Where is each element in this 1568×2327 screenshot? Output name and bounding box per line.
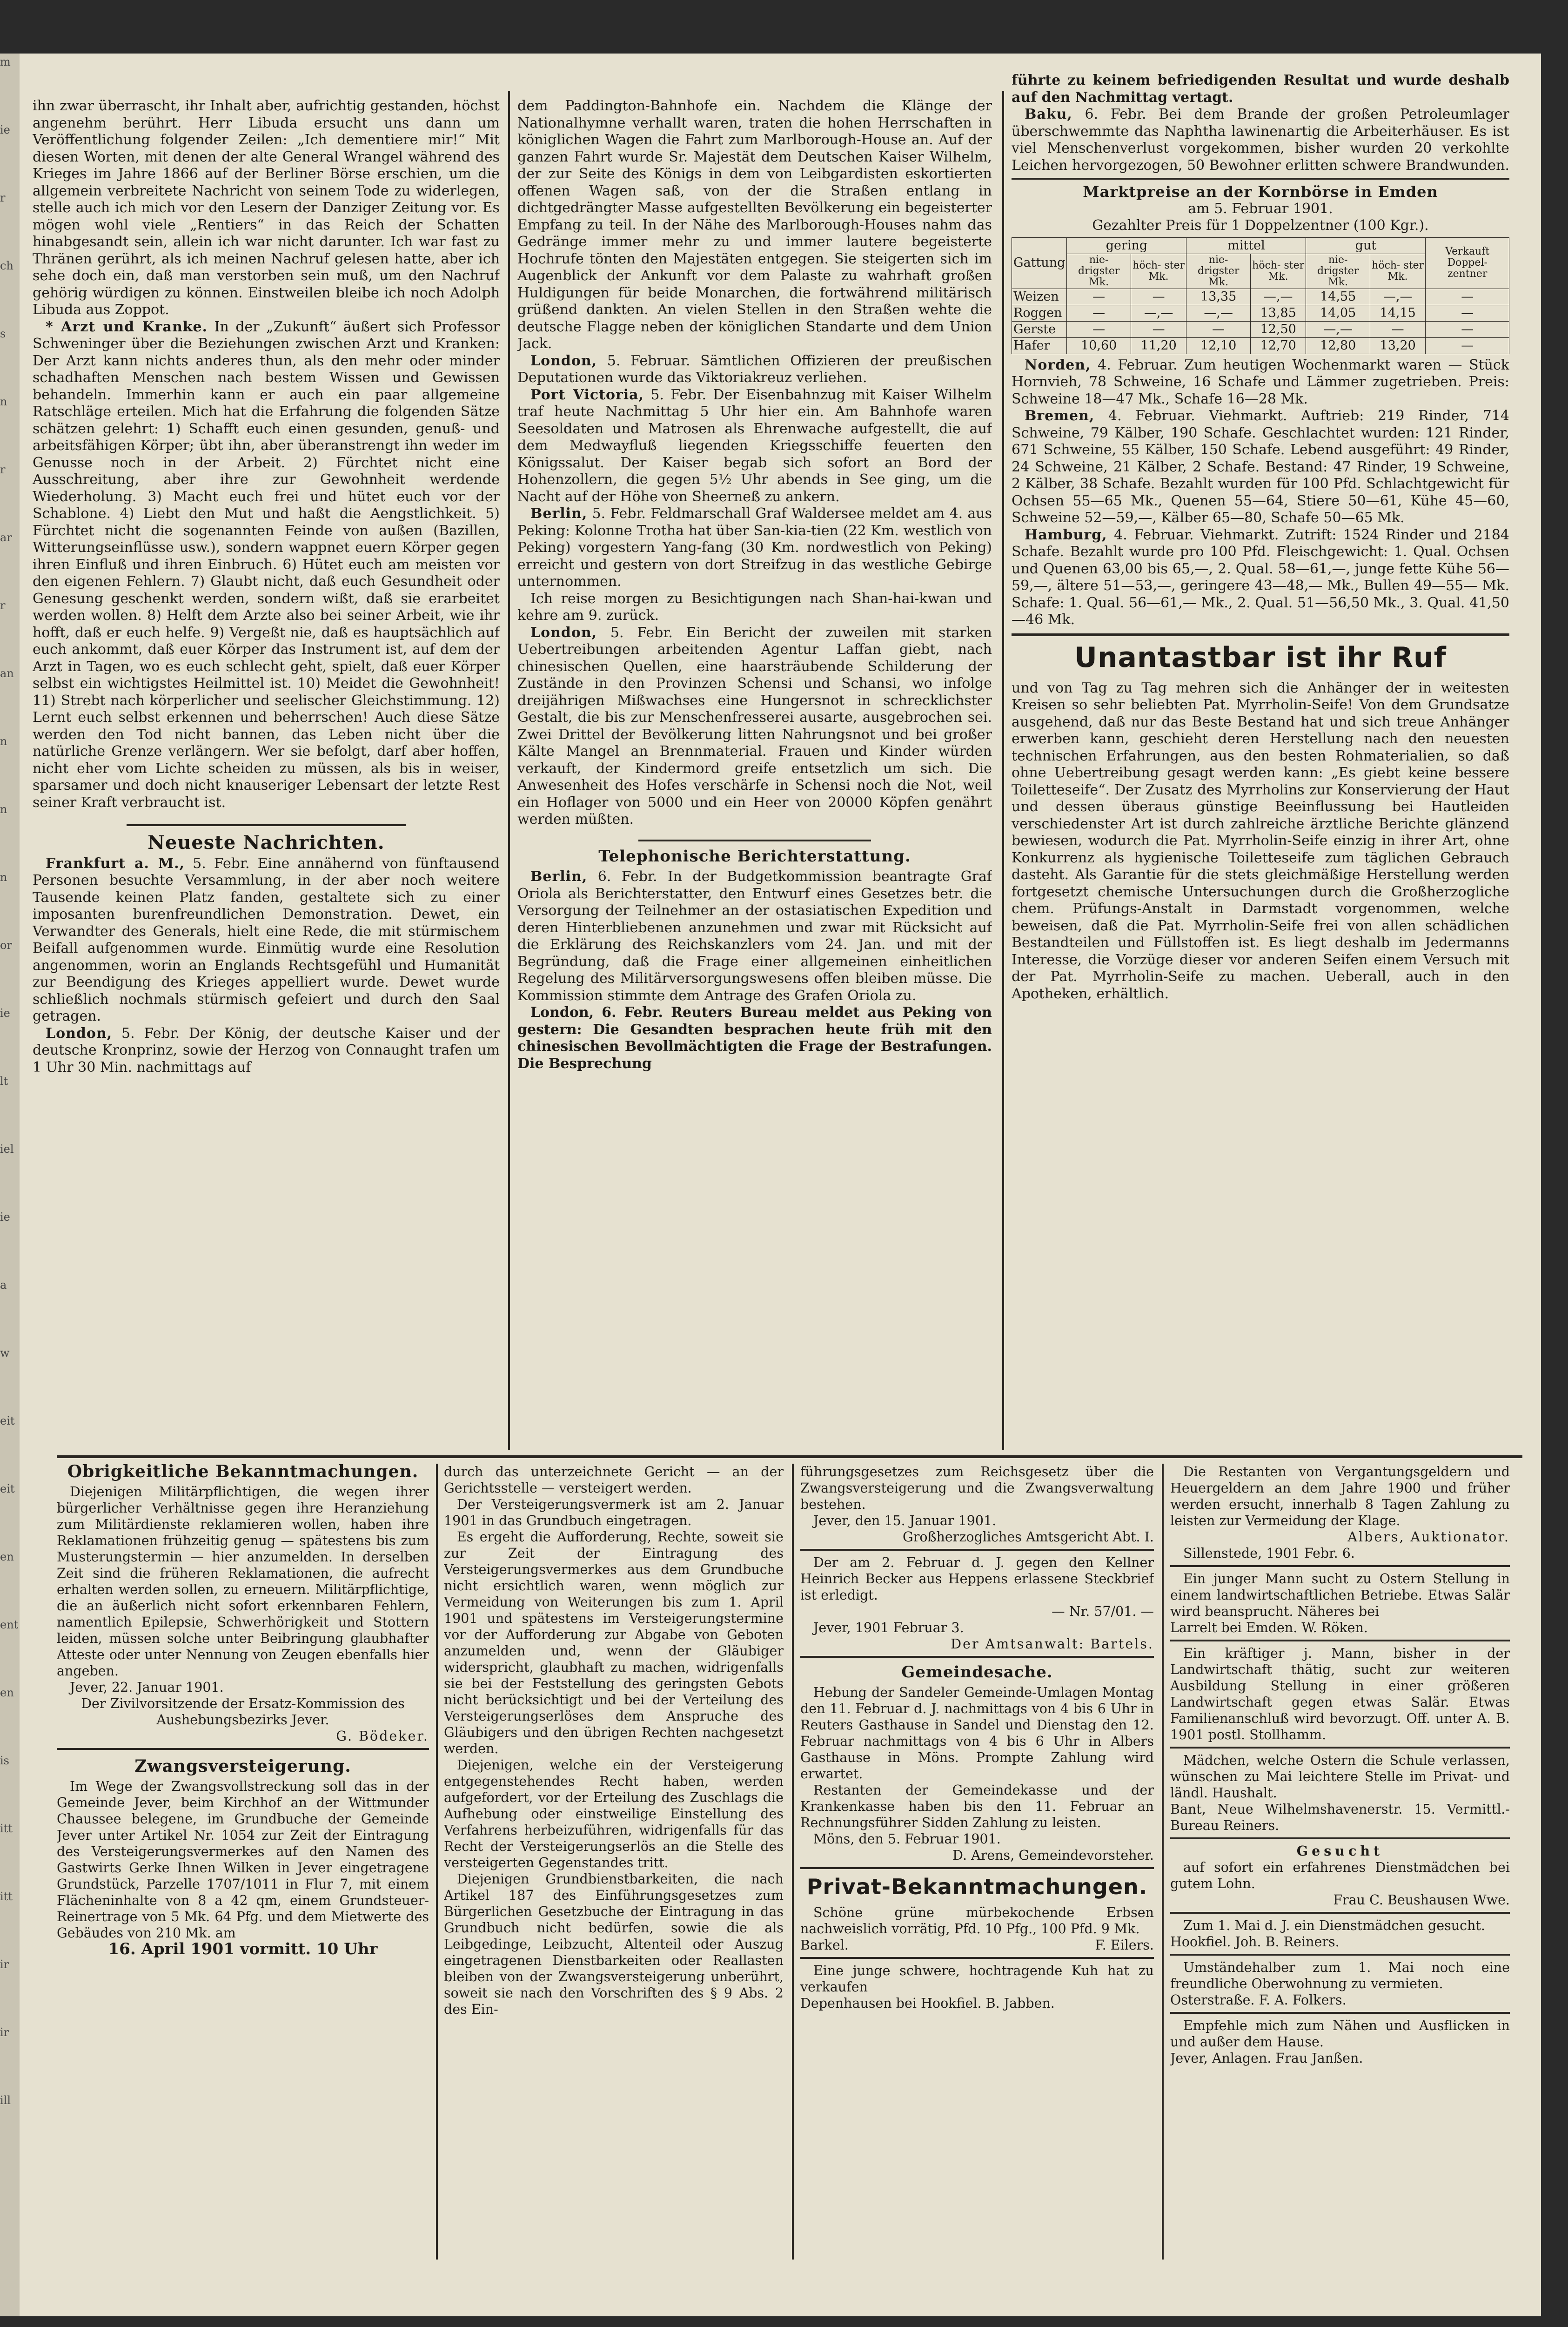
lower-rule-3 [1162,1464,1164,2260]
gutter-fragment: ie [0,1211,10,1224]
lower4-divider-3 [1170,1747,1510,1749]
myrrholin-ad-text: und von Tag zu Tag mehren sich die Anhänger der in weitesten Kreisen so sehr beliebten Pat. Myrrholin-Seife! Von dem Grundsatze ausgehend, daß nur das Beste Bestand hat und sich treue Anhänger erwerben kann, geschieht deren Herstellung nach den neuesten technischen Erfahrungen, aus den besten Rohmaterialien, so daß ohne Uebertreibung gesagt werden kann: „Es giebt keine bessere Toiletteseife“. Der Zusatz des Myrrholins zur Konservierung der Haut und dessen überaus günstige Beeinflussung bei Hautleiden verschiedenster Art ist durch zahlreiche ärztliche Berichte glänzend bewiesen, wodurch die Pat. Myrrholin-Seife einzig in ihrer Art, ohne Konkurrenz als hygienische Toiletteseife zum täglichen Gebrauch dasteht. Als Garantie für die stets gleichmäßige Herstellung werden fortgesetzt chemische Untersuchungen durch die Großherzogliche chem. Prüfungs-Anstalt in Darmstadt vorgenommen, welche beweisen, daß die Pat. Myrrholin-Seife frei von allen schädlichen Bestandteilen und Füllstoffen ist. Es liegt deshalb im Jedermanns Interesse, die Vorzüge dieser vor anderen Seifen einem Versuch mit der Pat. Myrrholin-Seife zu machen. Ueberall, auch in den Apotheken, erhältlich. [1012,679,1509,1002]
column-rule-2 [1002,91,1004,1450]
kraeftiger-mann-ad: Ein kräftiger j. Mann, bisher in der Landwirtschaft thätig, sucht zur weiteren Ausbildung Stellung in einer größeren Landwirtschaft gegen etwas Salär. Etwas Familienanschluß wird bevorzugt. Off. unter A. B. 1901 postl. Stollhamm. [1170,1646,1510,1742]
arzt-article [33,319,500,812]
grunddienstbarkeiten: Diejenigen Grundbienstbarkeiten, die nach Artikel 187 des Einführungsgesetzes zum Bürgerlichen Gesetzbuche der Eintragung in das Grundbuch nicht bedürfen, sowie die als Leibgedinge, Leibzucht, Altenteil oder Auszug eingetragenen Dienstbarkeiten oder Reallasten bleiben von der Zwangsversteigerung unberührt, soweit sie nach den Vorschriften des § 9 Abs. 2 des Ein- [444,1871,784,2017]
gutter-fragment: an [0,667,14,680]
column-2-divider [638,840,871,841]
price-cell: — [1186,321,1250,337]
price-cell: 12,80 [1306,337,1370,354]
gutter-fragment: r [0,191,6,204]
gutter-fragment: s [0,327,6,340]
price-cell: — [1426,321,1509,337]
norden-item: Norden, 4. Februar. Zum heutigen Wochenmarkt waren — Stück Hornvieh, 78 Schweine, 16 Schafe und Lämmer zugetrieben. Preis: Schweine 18—47 Mk., Schafe 16—28 Mk. [1012,356,1509,407]
price-cell: — [1131,289,1186,305]
zwangsversteigerung-heading: Zwangsversteigerung. [134,1756,351,1776]
market-heading: Marktpreise an der Kornbörse in Emden [1083,183,1438,201]
gutter-fragment: eit [0,1414,15,1427]
military-notice-date: Jever, 22. Januar 1901. [70,1680,224,1695]
ad-divider [1012,633,1509,636]
telephonische-heading: Telephonische Berichterstattung. [598,847,911,866]
dienstmaedchen-sig: Hookfiel. Joh. B. Reiners. [1170,1934,1340,1950]
gesucht-ad: auf sofort ein erfahrenes Dienstmädchen bei gutem Lohn. [1170,1860,1510,1891]
column-2 [517,98,992,1450]
gutter-fragment: en [0,1550,14,1563]
amtsgericht-date: Jever, den 15. Januar 1901. [813,1513,997,1528]
th-niedrigster: nie- drigster Mk. [1186,254,1250,289]
price-cell: 13,20 [1370,337,1426,354]
price-row [1012,305,1509,321]
privat-bekanntmachungen-heading: Privat-Bekanntmachungen. [806,1874,1148,1899]
gutter-fragment: or [0,939,12,952]
versteigerung-cont: durch das unterzeichnete Gericht — an der Gerichtsstelle — versteigert werden. [444,1464,784,1496]
gutter-fragment: r [0,463,6,476]
lower3-divider-4 [800,1957,1154,1959]
gutter-fragment: r [0,599,6,612]
price-cell: —,— [1186,305,1250,321]
price-cell: 14,05 [1306,305,1370,321]
price-cell: — [1067,289,1131,305]
neueste-nachrichten-heading: Neueste Nachrichten. [147,832,385,854]
aufforderung-rechte: Es ergeht die Aufforderung, Rechte, soweit sie zur Zeit der Eintragung des Versteigerungsvermerkes aus dem Grundbuche nicht ersichtlich waren, wenn möglich zur Vermeidung von Weiterungen bis zum 1. April 1901 und spätestens im Versteigerungstermine vor der Aufforderung zur Abgabe von Geboten anzumelden und, wenn der Gläubiger widerspricht, glaubhaft zu machen, widrigenfalls sie bei der Feststellung des geringsten Gebots nicht berücksichtigt und bei der Verteilung des Versteigerungserlöses dem Anspruche des Gläubigers und den übrigen Rechten nachgesetzt werden. [444,1529,784,1756]
price-cell: 13,85 [1250,305,1306,321]
price-cell: — [1426,305,1509,321]
frankfurt-item: Frankfurt a. M., 5. Febr. Eine annähernd von fünftausend Personen besuchte Versammlung, in der aber noch weitere Tausende keinen Platz fanden, gestaltete sich zu einer imposanten burenfreundlichen Demonstration. Dewet, ein Verwandter des Generals, hielt eine Rede, die mit stürmischem Beifall aufgenommen wurde. Einmütig wurde eine Resolution angenommen, worin an Englands Rechtsgefühl und Humanität zur Beendigung des Krieges appelliert wurde. Dewet wurde schließlich nochmals stürmisch gefeiert und durch den Saal getragen. [33,855,500,1024]
th-gattung: Gattung [1012,237,1067,289]
goods-name: Gerste [1012,321,1067,337]
myrrholin-ad-heading: Unantastbar ist ihr Ruf [1074,641,1447,674]
th-verkauft: Verkauft Doppel- zentner [1426,237,1509,289]
port-victoria-item: Port Victoria, 5. Febr. Der Eisenbahnzug mit Kaiser Wilhelm traf heute Nachmittag 5 Uhr hier ein. Am Bahnhofe waren Seesoldaten und Matrosen als Ehrenwache aufgestellt, die auf dem Medwayfluß liegenden Kriegsschiffe feuerten den Königssalut. Der Kaiser begab sich sofort an Bord der Hohenzollern, die gegen 5½ Uhr abends in See ging, um die Nacht auf der Höhe von Sheerneß zu ankern. [517,386,992,505]
maedchen-ad: Mädchen, welche Ostern die Schule verlassen, wünschen zu Mai leichtere Stelle im Privat- und ländl. Haushalt. [1170,1753,1510,1801]
price-row [1012,289,1509,305]
gutter-fragment: n [0,735,7,748]
market-date: am 5. Februar 1901. [1188,200,1333,217]
lower-column-2 [444,1464,784,2260]
paddington-article: dem Paddington-Bahnhofe ein. Nachdem die Klänge der Nationalhymne verhallt waren, traten die hohen Herrschaften in königlichen Wagen die Fahrt zum Marlborough-House an. Auf der ganzen Fahrt wurde Sr. Majestät dem Deutschen Kaiser Wilhelm, der zur Seite des Königs in dem von Leibgardisten eskortierten offenen Wagen saß, von der die Straßen entlang in dichtgedrängter Masse aufgestellten Bevölkerung ein begeisterter Empfang zu teil. In der Nähe des Marlborough-Houses nahm das Gedränge immer mehr zu und immer lautere begeisterte Hochrufe tönten den Majestäten entgegen. Sie steigerten sich im Augenblick der Ankunft vor dem Palaste zu wahrhaft großen Huldigungen für beide Monarchen, die fortwährend militärisch grüßend dankten. An vielen Stellen in den Straßen wehte die deutsche Flagge neben der königlichen Standarte und dem Union Jack. [517,98,992,352]
arzt-text: In der „Zukunft“ äußert sich Professor Schweninger über die Beziehungen zwischen Arzt und Kranken: Der Arzt kann nichts anderes thun, als den mehr oder minder schadhaften Menschen nach bestem Wissen und Gewissen behandeln. Immerhin kann er auch ein paar allgemeine Ratschläge erteilen. Mich hat die Erfahrung die folgenden Sätze schätzen gelehrt: 1) Schafft euch einen gesunden, genuß- und arbeitsfähigen Körper; übt ihn, aber überanstrengt ihn weder im Genusse noch in der Arbeit. 2) Fürchtet nicht eine Ausschreitung, aber ihre zur Gewohnheit werdende Wiederholung. 3) Macht euch frei und hütet euch vor der Schablone. 4) Liebt den Mut und haßt die Aengstlichkeit. 5) Fürchtet nicht die sogenannten Feinde von außen (Bazillen, Witterungseinflüsse usw.), sondern wappnet euern Körper gegen ihren Einfluß und ihren Einbruch. 6) Hütet euch am meisten vor den eigenen Fehlern. 7) Glaubt nicht, daß euch Gesundheit oder Genesung geschenkt werden, sondern wißt, daß sie erarbeitet werden wollen. 8) Helft dem Arzte also bei seiner Arbeit, wie ihr hofft, daß er euch helfe. 9) Vergeßt nie, daß es hauptsächlich auf euch ankommt, daß euer Körper das Instrument ist, auf dem der Arzt in Tagen, wo es euch schlecht geht, spielt, daß euer Körper selbst ein wichtigstes Heilmittel ist. 10) Meidet die Gewohnheit! 11) Strebt nach körperlicher und seelischer Gleichstimmung. 12) Lernt euch selbst erkennen und beherrschen! Auch diese Sätze werden den Tod nicht bannen, das Leben nicht über die natürliche Grenze verlängern. Wer sie befolgt, darf aber hoffen, nicht eher vom Lichte scheiden zu müssen, als bis in weiser, sparsamer und doch nicht knauseriger Lebensart der letzte Rest seiner Kraft verbraucht ist. [33,318,500,811]
gesucht-heading: Gesucht [1296,1843,1384,1859]
lower3-divider-3 [800,1867,1154,1869]
lower-column-3 [800,1464,1154,2260]
resultat-continuation: führte zu keinem befriedigenden Resultat und wurde deshalb auf den Nachmittag vertagt. [1012,72,1509,106]
lower-column-1 [57,1464,429,2260]
steckbrief-sig: Der Amtsanwalt: Bartels. [951,1636,1154,1652]
amtsgericht-sig: Großherzogliches Amtsgericht Abt. I. [902,1529,1154,1545]
military-notice: Diejenigen Militärpflichtigen, die wegen ihrer bürgerlicher Verhältnisse gegen ihre Heranziehung zum Militärdienste reklamieren wollen, haben ihre Reklamationen frühzeitig genug — spätestens bis zum Musterungstermin — hier anzumelden. In derselben Zeit sind die früheren Reklamationen, die aufrecht erhalten werden sollen, zu erneuern. Militärpflichtige, die an äußerlich nicht sofort erkennbaren Fehlern, namentlich Epilepsie, Schwerhörigkeit und Stottern leiden, müssen solche unter Beibringung glaubhafter Atteste oder unter Nennung von Zeugen ebenfalls hier angeben. [57,1484,429,1679]
restanten-ad: Die Restanten von Vergantungsgeldern und Heuergeldern an dem Jahre 1900 und früher werden ersucht, innerhalb 8 Tagen Zahlung zu leisten zur Vermeidung der Klage. [1170,1464,1510,1528]
gesucht-sig: Frau C. Beushausen Wwe. [1333,1892,1510,1908]
london-item: London, 5. Febr. Der König, der deutsche Kaiser und der deutsche Kronprinz, sowie der Herzog von Connaught trafen um 1 Uhr 30 Min. nachmittags auf [33,1025,500,1076]
zwangsversteigerung-text: Im Wege der Zwangsvollstreckung soll das in der Gemeinde Jever, beim Kirchhof an der Wittmunder Chaussee belegene, im Grundbuche der Gemeinde Jever unter Artikel Nr. 1054 zur Zeit der Eintragung des Versteigerungsvermerkes auf den Namen des Gastwirts Gerke Ihnen Wilken in Jever eingetragene Grundstück, Parzelle 1707/1011 in Flur 7, mit einem Flächeninhalte von 8 a 42 qm, einem Grundsteuer-Reinertrage von 5 Mk. 64 Pfg. und dem Mietwerte des Gebäudes von 210 Mk. am [57,1779,429,1941]
goods-name: Hafer [1012,337,1067,354]
th-hoechster: höch- ster Mk. [1250,254,1306,289]
th-niedrigster: nie- drigster Mk. [1067,254,1131,289]
hamburg-item: Hamburg, 4. Februar. Viehmarkt. Zutrift: 1524 Rinder und 2184 Schafe. Bezahlt wurde pro 100 Pfd. Fleischgewicht: 1. Qual. Ochsen und Quenen 63,00 bis 65,—, 2. Qual. 58—61,—, junge fette Kühe 56—59,—, ältere 51—53,—, geringere 43—48,— Mk., Bullen 49—55— Mk. Schafe: 1. Qual. 56—61,— Mk., 2. Qual. 51—56,50 Mk., 3. Qual. 41,50—46 Mk. [1012,526,1509,628]
th-hoechster: höch- ster Mk. [1131,254,1186,289]
gutter-fragment: itt [0,1890,13,1903]
dienstmaedchen-ad: Zum 1. Mai d. J. ein Dienstmädchen gesucht. [1183,1918,1485,1933]
versteigerungsvermerk: Der Versteigerungsvermerk ist am 2. Januar 1901 in das Grundbuch eingetragen. [444,1497,784,1528]
steckbrief-date: Jever, 1901 Februar 3. [813,1620,964,1635]
price-cell: 12,10 [1186,337,1250,354]
berlin-budget-item: Berlin, 6. Febr. In der Budgetkommission beantragte Graf Oriola als Berichterstatter, den Entwurf eines Gesetzes betr. die Versorgung der Teilnehmer an der ostasiatischen Expedition und deren Hinterbliebenen anzunehmen und zwar mit Rücksicht auf die Erklärung des Reichskanzlers vom 24. Jan. und mit der Begründung, daß die Frage einer allgemeinen einheitlichen Regelung des Militärversorgungswesens offen bleiben müsse. Die Kommission stimmte dem Antrage des Grafen Oriola zu. [517,868,992,1004]
th-mittel: mittel [1186,237,1306,254]
gutter-fragment: en [0,1686,14,1699]
price-cell: — [1426,337,1509,354]
price-cell: 10,60 [1067,337,1131,354]
price-cell: — [1067,321,1131,337]
oberwohnung-ad: Umständehalber zum 1. Mai noch eine freundliche Oberwohnung zu vermieten. [1170,1960,1510,1991]
gutter-fragment: ent [0,1618,19,1631]
goods-name: Weizen [1012,289,1067,305]
price-cell: 14,15 [1370,305,1426,321]
gutter-fragment: n [0,871,7,884]
london-reuters-item: London, 6. Febr. Reuters Bureau meldet aus Peking von gestern: Die Gesandten besprachen heute früh mit den chinesischen Bevollmächtigten die Frage der Bestrafungen. Die Besprechung [517,1004,992,1072]
th-gut: gut [1306,237,1426,254]
gutter-fragment: ill [0,2094,11,2107]
price-cell: — [1426,289,1509,305]
gutter-fragment: ar [0,531,12,544]
page-horizontal-rule [57,1455,1522,1458]
libuda-article: ihn zwar überrascht, ihr Inhalt aber, aufrichtig gestanden, höchst angenehm berührt. Herr Libuda ersucht uns dann um Veröffentlichung folgender Zeilen: „Ich dementiere mir!“ Mit diesen Worten, mit denen der alte General Wrangel während des Krieges im Jahre 1866 auf der Berliner Börse erschien, um die allgemein verbreitete Nachricht von seinem Tode zu widerlegen, stelle auch ich mich vor den Lesern der Danziger Zeitung vor. Es mögen wohl viele „Rentiers“ in das Reich der Schatten hinabgesandt sein, allein ich war nicht darunter. Ich war fast zu Thränen gerührt, als ich meinen Nachruf gelesen hatte, aber ich sehe doch ein, daß man verstorben sein muß, um den Nachruf gehörig würdigen zu können. Einstweilen bleibe ich noch Adolph Libuda aus Zoppot. [33,98,500,318]
lower4-divider-7 [1170,2012,1510,2014]
goods-name: Roggen [1012,305,1067,321]
gutter-fragment: w [0,1346,10,1359]
column-rule-1 [508,91,510,1450]
price-row [1012,337,1509,354]
price-cell: —,— [1306,321,1370,337]
market-subtitle: Gezahlter Preis für 1 Doppelzentner (100 Kgr.). [1092,217,1429,234]
naehen-sig: Jever, Anlagen. Frau Janßen. [1170,2051,1363,2066]
price-cell: —,— [1370,289,1426,305]
gemeinde-sig: D. Arens, Gemeindevorsteher. [952,1848,1154,1863]
price-cell: 12,50 [1250,321,1306,337]
naehen-ad: Empfehle mich zum Nähen und Ausflicken in und außer dem Hause. [1170,2018,1510,2050]
lower3-divider-2 [800,1656,1154,1658]
lower4-divider-2 [1170,1640,1510,1641]
steckbrief-notice: Der am 2. Februar d. J. gegen den Kellner Heinrich Becker aus Heppens erlassene Steckbrief ist erledigt. [800,1555,1154,1603]
market-price-table [1012,237,1509,354]
junger-mann-ad: Ein junger Mann sucht zu Ostern Stellung in einem landwirtschaftlichen Betriebe. Etwas Salär wird beansprucht. Näheres bei [1170,1571,1510,1619]
gutter-fragment: a [0,1278,7,1291]
gutter-fragment: lt [0,1075,8,1088]
lower3-divider-1 [800,1549,1154,1551]
erbsen-ad-sig: Barkel. F. Eilers. [800,1937,1154,1953]
berlin-waldersee-item: Berlin, 5. Febr. Feldmarschall Graf Waldersee meldet am 4. aus Peking: Kolonne Trotha hat über San-kia-tien (22 Km. westlich von Peking) vorgestern Yang-fang (30 Km. nordwestlich von Peking) erreicht und gestern von dort Streifzug in das westliche Gebirge unternommen. [517,505,992,590]
gutter-fragment: ir [0,1958,9,1971]
restanten-sig: Albers, Auktionator. [1347,1529,1510,1545]
lower4-divider-1 [1170,1565,1510,1567]
price-cell: — [1067,305,1131,321]
junger-mann-sig: Larrelt bei Emden. W. Röken. [1170,1620,1368,1635]
gutter-fragment: itt [0,1822,13,1835]
column-3 [1012,72,1509,1450]
lower1-divider [57,1748,429,1750]
london-viktoria-item: London, 5. Februar. Sämtlichen Offizieren der preußischen Deputationen wurde das Viktoriakreuz verliehen. [517,352,992,386]
lower4-divider-6 [1170,1954,1510,1956]
th-niedrigster: nie- drigster Mk. [1306,254,1370,289]
lower4-divider-4 [1170,1837,1510,1839]
price-cell: — [1131,321,1186,337]
lower4-divider-5 [1170,1912,1510,1914]
erbsen-ad: Schöne grüne mürbekochende Erbsen nachweislich vorrätig, Pfd. 10 Pfg., 100 Pfd. 9 Mk. [800,1905,1154,1937]
bremen-item: Bremen, 4. Februar. Viehmarkt. Auftrieb: 219 Rinder, 714 Schweine, 79 Kälber, 190 Schafe. Geschlachtet wurden: 121 Rinder, 671 Schweine, 55 Kälber, 150 Schafe. Lebend ausgeführt: 49 Rinder, 24 Schweine, 21 Kälber, 2 Schafe. Bestand: 47 Rinder, 19 Schweine, 2 Kälber, 38 Schafe. Bezahlt wurden für 100 Pfd. Schlachtgewicht für Ochsen 55—65 Mk., Quenen 55—64, Stiere 50—61, Kühe 45—60, Schweine 52—59,—, Kälber 65—80, Schafe 50—65 Mk. [1012,408,1509,526]
gemeindesache-heading: Gemeindesache. [901,1663,1053,1681]
london-china-item: London, 5. Febr. Ein Bericht der zuweilen mit starken Uebertreibungen arbeitenden Agentur Laffan giebt, nach chinesischen Quellen, eine haarsträubende Schilderung der Zustände in den Provinzen Schensi und Schansi, wo infolge dreijährigen Mißwachses eine Hungersnot in schrecklichster Gestalt, die bis zur Menschenfresserei ausarte, ausgebrochen sei. Zwei Drittel der Bevölkerung litten Nahrungsnot und bei großer Kälte Mangel an Brennmaterial. Frauen und Kinder würden verkauft, der Kindermord greife entsetzlich um sich. Die Anwesenheit des Hofes verschärfe in Schensi noch die Not, weil ein Hoflager von 5000 und ein Heer von 20000 Köpfen genährt werden müßten. [517,624,992,827]
military-notice-name: G. Bödeker. [336,1728,429,1744]
gutter-fragment: is [0,1754,9,1767]
shanhaikwan-item: Ich reise morgen zu Besichtigungen nach Shan-hai-kwan und kehre am 9. zurück. [517,590,992,624]
gutter-fragment: m [0,55,11,68]
newspaper-page [20,54,1541,2316]
price-cell: — [1370,321,1426,337]
obrigkeitliche-heading: Obrigkeitliche Bekanntmachungen. [67,1464,419,1481]
oberwohnung-sig: Osterstraße. F. A. Folkers. [1170,1992,1347,2008]
gutter-fragment: ir [0,2026,9,2039]
gemeinde-umlagen: Hebung der Sandeler Gemeinde-Umlagen Montag den 11. Februar d. J. nachmittags von 4 bis 6 Uhr in Reuters Gasthause in Sandel und Dienstag den 12. Februar nachmittags von 4 bis 6 Uhr in Albers Gasthause in Möns. Prompte Zahlung wird erwartet. [800,1685,1154,1782]
restanten-date: Sillenstede, 1901 Febr. 6. [1183,1546,1355,1561]
aufforderung-zuschlag: Diejenigen, welche ein der Versteigerung entgegenstehendes Recht haben, werden aufgefordert, vor der Erteilung des Zuschlags die Aufhebung oder einstweilige Einstellung des Verfahrens herbeizuführen, widrigenfalls für das Recht der Versteigerungserlös an die Stelle des versteigerten Gegenstandes tritt. [444,1757,784,1870]
column-1 [33,98,500,1450]
gutter-fragment: ie [0,1007,10,1020]
market-divider [1012,178,1509,180]
military-notice-sig: Der Zivilvorsitzende der Ersatz-Kommission des Aushebungsbezirks Jever. [81,1696,405,1728]
price-cell: 14,55 [1306,289,1370,305]
price-cell: 13,35 [1186,289,1250,305]
price-cell: —,— [1250,289,1306,305]
price-cell: 11,20 [1131,337,1186,354]
th-hoechster: höch- ster Mk. [1370,254,1426,289]
zwangsverwaltung-cont: führungsgesetzes zum Reichsgesetz über die Zwangsversteigerung und die Zwangsverwaltung bestehen. [800,1464,1154,1512]
zwangsversteigerung-date: 16. April 1901 vormitt. 10 Uhr [108,1940,378,1958]
gemeinde-date: Möns, den 5. Februar 1901. [813,1831,1001,1847]
gutter-fragment: n [0,803,7,816]
gutter-fragment: eit [0,1482,15,1495]
steckbrief-ref: — Nr. 57/01. — [1052,1604,1154,1619]
gemeinde-restanten: Restanten der Gemeindekasse und der Krankenkasse haben bis den 11. Februar an Rechnungsführer Sidden Zahlung zu leisten. [800,1782,1154,1830]
gutter-fragment: ie [0,123,10,136]
price-row [1012,321,1509,337]
th-gering: gering [1067,237,1186,254]
arzt-tag: * Arzt und Kranke. [46,318,208,335]
lower-rule-2 [792,1464,794,2260]
kuh-ad: Eine junge schwere, hochtragende Kuh hat zu verkaufen [800,1963,1154,1995]
kuh-ad-sig: Depenhausen bei Hookfiel. B. Jabben. [800,1996,1055,2011]
column-1-divider [127,824,406,826]
price-cell: 12,70 [1250,337,1306,354]
maedchen-sig: Bant, Neue Wilhelmshavenerstr. 15. Vermittl.-Bureau Reiners. [1170,1802,1510,1833]
gutter-fragment: ch [0,259,13,272]
baku-item: Baku, 6. Febr. Bei dem Brande der großen Petroleumlager überschwemmte das Naphtha lawinenartig die Arbeiterhäuser. Es ist viel Menschenverlust vorgekommen, bisher wurden 20 verkohlte Leichen hervorgezogen, 50 Bewohner erlitten schwere Brandwunden. [1012,106,1509,174]
gutter-fragment: n [0,395,7,408]
gutter-fragment: iel [0,1143,14,1156]
lower-rule-1 [436,1464,438,2260]
price-cell: —,— [1131,305,1186,321]
lower-column-4 [1170,1464,1510,2260]
left-margin-strip [0,54,20,2316]
